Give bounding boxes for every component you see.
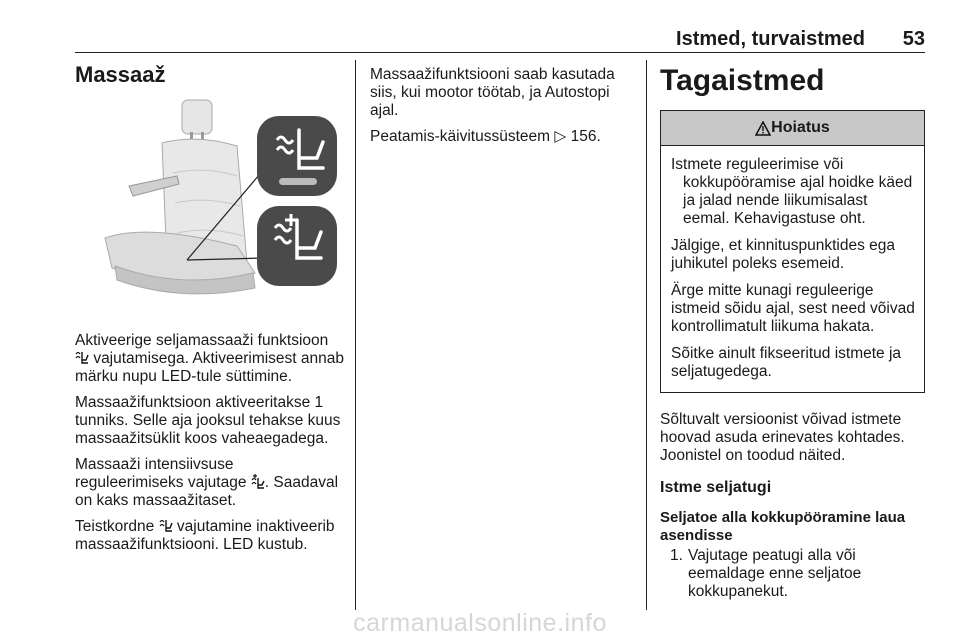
subheading: Istme seljatugi bbox=[660, 479, 772, 496]
warning-paragraph: Istmete reguleerimise või kokkupööramise ajal hoidke käed ja jalad nende liikumisalast eemal. Kehavigastuse oht. bbox=[671, 156, 913, 227]
paragraph: Aktiveerige seljamassaaži funktsioon vajutamisega. Aktiveerimisest annab märku nupu LED-tule süttimine. bbox=[75, 332, 345, 385]
paragraph: Teistkordne vajutamine inaktiveerib massaažifunktsiooni. LED kustub. bbox=[75, 518, 335, 553]
section-heading: Massaaž bbox=[75, 62, 166, 87]
column-divider bbox=[355, 60, 356, 610]
warning-paragraph: Ärge mitte kunagi reguleerige istmeid sõidu ajal, sest need võivad kontrollimatult liikuma hakata. bbox=[671, 282, 915, 335]
column-divider bbox=[646, 60, 647, 610]
massage-intensity-icon bbox=[251, 474, 265, 489]
header-title: Istmed, turvaistmed bbox=[676, 28, 865, 50]
left-column bbox=[75, 62, 345, 562]
list-item: 1. Vajutage peatugi alla või eemaldage enne seljatoe kokkupanekut. bbox=[670, 547, 862, 600]
paragraph: Sõltuvalt versioonist võivad istmete hoovad asuda erinevates kohtades. Joonistel on toodud näited. bbox=[660, 411, 905, 464]
paragraph: Massaaži intensiivsuse reguleerimiseks vajutage . Saadaval on kaks massaažitaset. bbox=[75, 456, 339, 509]
section-heading: Tagaistmed bbox=[660, 64, 825, 97]
page-reference-arrow-icon: ▷ bbox=[554, 128, 567, 145]
right-column bbox=[660, 64, 925, 601]
sub-subheading: Seljatoe alla kokkupööramine laua asendisse bbox=[660, 509, 906, 544]
massage-seat-icon bbox=[75, 350, 89, 365]
warning-box bbox=[660, 110, 925, 393]
paragraph: Massaažifunktsioon aktiveeritakse 1 tunniks. Selle aja jooksul tehakse kuus massaažitsüklit koos vaheaegadega. bbox=[75, 394, 341, 447]
warning-body bbox=[661, 146, 924, 392]
warning-paragraph: Jälgige, et kinnituspunktides ega juhikutel poleks esemeid. bbox=[671, 237, 896, 272]
middle-column bbox=[370, 66, 630, 154]
massage-seat-icon bbox=[159, 518, 173, 533]
paragraph: Massaažifunktsiooni saab kasutada siis, kui mootor töötab, ja Autostopi ajal. bbox=[370, 66, 615, 119]
seat-massage-illustration bbox=[87, 98, 342, 303]
page-header bbox=[75, 28, 925, 53]
warning-title: Hoiatus bbox=[771, 119, 830, 136]
step-list bbox=[660, 547, 925, 601]
cross-reference[interactable]: Peatamis-käivitussüsteem ▷ 156. bbox=[370, 128, 601, 145]
warning-header bbox=[661, 111, 924, 146]
warning-paragraph: Sõitke ainult fikseeritud istmete ja seljatugedega. bbox=[671, 345, 902, 380]
page-number: 53 bbox=[902, 28, 925, 50]
warning-triangle-icon bbox=[755, 121, 771, 136]
watermark: carmanualsonline.info bbox=[353, 609, 607, 637]
